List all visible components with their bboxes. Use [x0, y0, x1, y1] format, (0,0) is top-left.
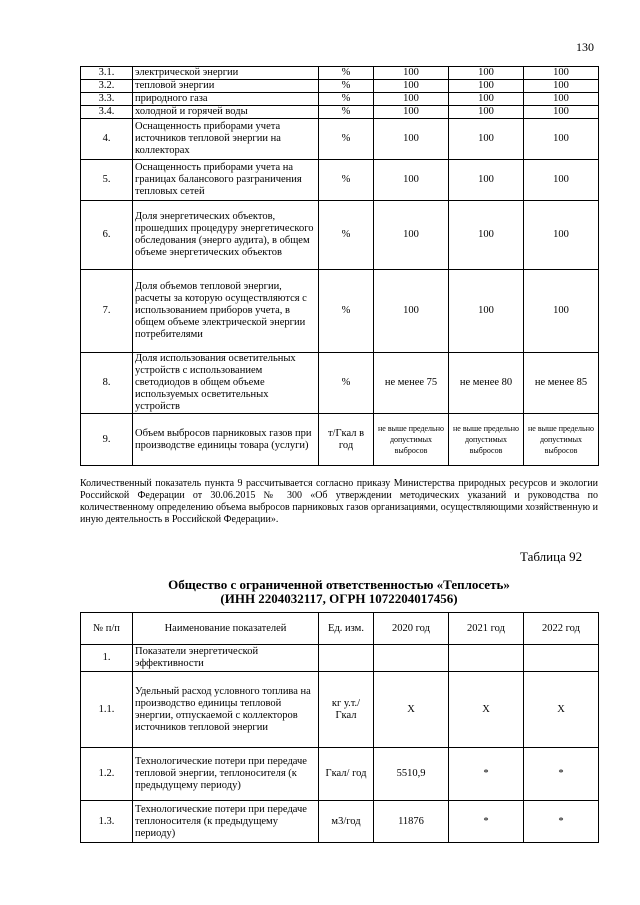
value-year-3 [524, 645, 599, 672]
row-number: 6. [81, 201, 133, 270]
indicator-name: Показатели энергетической эффективности [133, 645, 319, 672]
value-year-3: 100 [524, 160, 599, 201]
value-year-3: 100 [524, 119, 599, 160]
header-2021: 2021 год [449, 613, 524, 645]
header-unit: Ед. изм. [319, 613, 374, 645]
table-row [81, 201, 599, 270]
table-row [81, 67, 599, 80]
header-2022: 2022 год [524, 613, 599, 645]
table-row [81, 80, 599, 93]
indicator-name: электрической энергии [133, 67, 319, 80]
row-number: 8. [81, 353, 133, 414]
value-year-3: 100 [524, 80, 599, 93]
header-2020: 2020 год [374, 613, 449, 645]
table-label: Таблица 92 [520, 549, 583, 564]
value-year-3: 100 [524, 270, 599, 353]
value-year-1: не менее 75 [374, 353, 449, 414]
page-number: 130 [576, 40, 594, 54]
value-year-1: X [374, 672, 449, 748]
value-year-3: X [524, 672, 599, 748]
table-row [81, 160, 599, 201]
indicator-name: Оснащенность приборами учета источников тепловой энергии на коллекторах [133, 119, 319, 160]
value-year-1: 100 [374, 119, 449, 160]
value-year-2: 100 [449, 201, 524, 270]
table-row [81, 414, 599, 466]
row-number: 3.3. [81, 93, 133, 106]
table-row [81, 93, 599, 106]
value-year-2: * [449, 748, 524, 801]
value-year-2: X [449, 672, 524, 748]
header-num: № п/п [81, 613, 133, 645]
table-row [81, 672, 599, 748]
value-year-1: 100 [374, 201, 449, 270]
indicator-name: Объем выбросов парниковых газов при производстве единицы товара (услуги) [133, 414, 319, 466]
unit-cell: % [319, 80, 374, 93]
unit-cell: % [319, 67, 374, 80]
row-number: 3.1. [81, 67, 133, 80]
row-number: 3.2. [81, 80, 133, 93]
value-year-3: 100 [524, 67, 599, 80]
table-row [81, 119, 599, 160]
indicator-name: Доля использования осветительных устройств с использованием светодиодов в общем объеме используемых осветительных устройств [133, 353, 319, 414]
value-year-2: 100 [449, 160, 524, 201]
organization-heading [80, 578, 598, 606]
value-year-3: 100 [524, 201, 599, 270]
row-number: 1. [81, 645, 133, 672]
unit-cell: м3/год [319, 801, 374, 843]
indicator-name: тепловой энергии [133, 80, 319, 93]
value-year-2: * [449, 801, 524, 843]
value-year-3: не выше предельно допустимых выбросов [524, 414, 599, 466]
indicator-name: Технологические потери при передаче тепловой энергии, теплоносителя (к предыдущему периоду) [133, 748, 319, 801]
unit-cell: Гкал/ год [319, 748, 374, 801]
header-name: Наименование показателей [133, 613, 319, 645]
unit-cell: % [319, 353, 374, 414]
value-year-1: 100 [374, 160, 449, 201]
unit-cell: % [319, 93, 374, 106]
organization-name: Общество с ограниченной ответственностью «Теплосеть» [168, 577, 510, 592]
indicator-name: Удельный расход условного топлива на производство единицы тепловой энергии, отпускаемой с коллекторов источников тепловой энергии [133, 672, 319, 748]
organization-ids: (ИНН 2204032117, ОГРН 1072204017456) [220, 591, 458, 606]
value-year-2: 100 [449, 270, 524, 353]
unit-cell: % [319, 201, 374, 270]
unit-cell [319, 645, 374, 672]
table-row [81, 106, 599, 119]
value-year-3: * [524, 801, 599, 843]
row-number: 1.2. [81, 748, 133, 801]
value-year-2: 100 [449, 106, 524, 119]
value-year-1: не выше предельно допустимых выбросов [374, 414, 449, 466]
indicator-name: Оснащенность приборами учета на границах балансового разграничения тепловых сетей [133, 160, 319, 201]
row-number: 1.3. [81, 801, 133, 843]
indicators-table-continued [80, 66, 599, 466]
value-year-2: 100 [449, 119, 524, 160]
unit-cell: % [319, 270, 374, 353]
value-year-1: 100 [374, 80, 449, 93]
value-year-2: 100 [449, 67, 524, 80]
value-year-1: 100 [374, 106, 449, 119]
energy-efficiency-table [80, 612, 599, 843]
value-year-2: 100 [449, 80, 524, 93]
value-year-2: 100 [449, 93, 524, 106]
value-year-2 [449, 645, 524, 672]
value-year-1: 100 [374, 67, 449, 80]
value-year-1: 100 [374, 270, 449, 353]
value-year-3: * [524, 748, 599, 801]
table-row [81, 748, 599, 801]
value-year-2: не выше предельно допустимых выбросов [449, 414, 524, 466]
unit-cell: т/Гкал в год [319, 414, 374, 466]
value-year-1: 11876 [374, 801, 449, 843]
row-number: 5. [81, 160, 133, 201]
indicator-name: Технологические потери при передаче теплоносителя (к предыдущему периоду) [133, 801, 319, 843]
indicator-name: Доля энергетических объектов, прошедших процедуру энергетического обследования (энерго аудита), в общем объеме энергетических объектов [133, 201, 319, 270]
table-row [81, 801, 599, 843]
value-year-1: 5510,9 [374, 748, 449, 801]
table-row [81, 270, 599, 353]
table-row [81, 645, 599, 672]
value-year-3: не менее 85 [524, 353, 599, 414]
unit-cell: % [319, 119, 374, 160]
unit-cell: кг у.т./ Гкал [319, 672, 374, 748]
table-row [81, 353, 599, 414]
unit-cell: % [319, 106, 374, 119]
indicator-name: холодной и горячей воды [133, 106, 319, 119]
value-year-1 [374, 645, 449, 672]
row-number: 9. [81, 414, 133, 466]
value-year-2: не менее 80 [449, 353, 524, 414]
row-number: 7. [81, 270, 133, 353]
value-year-3: 100 [524, 93, 599, 106]
row-number: 1.1. [81, 672, 133, 748]
indicator-name: природного газа [133, 93, 319, 106]
value-year-1: 100 [374, 93, 449, 106]
value-year-3: 100 [524, 106, 599, 119]
indicator-name: Доля объемов тепловой энергии, расчеты за которую осуществляются с использованием приборов учета, в общем объеме электрической энергии потребителями [133, 270, 319, 353]
unit-cell: % [319, 160, 374, 201]
table-header-row [81, 613, 599, 645]
row-number: 3.4. [81, 106, 133, 119]
row-number: 4. [81, 119, 133, 160]
footnote-text: Количественный показатель пункта 9 рассчитывается согласно приказу Министерства природных ресурсов и экологии Российской Федерации от 30.06.2015 № 300 «Об утверждении методических указаний и руководства по количественному определению объема выбросов парниковых газов организациями, осуществляющими хозяйственную и иную деятельность в Российской Федерации». [80, 478, 598, 525]
